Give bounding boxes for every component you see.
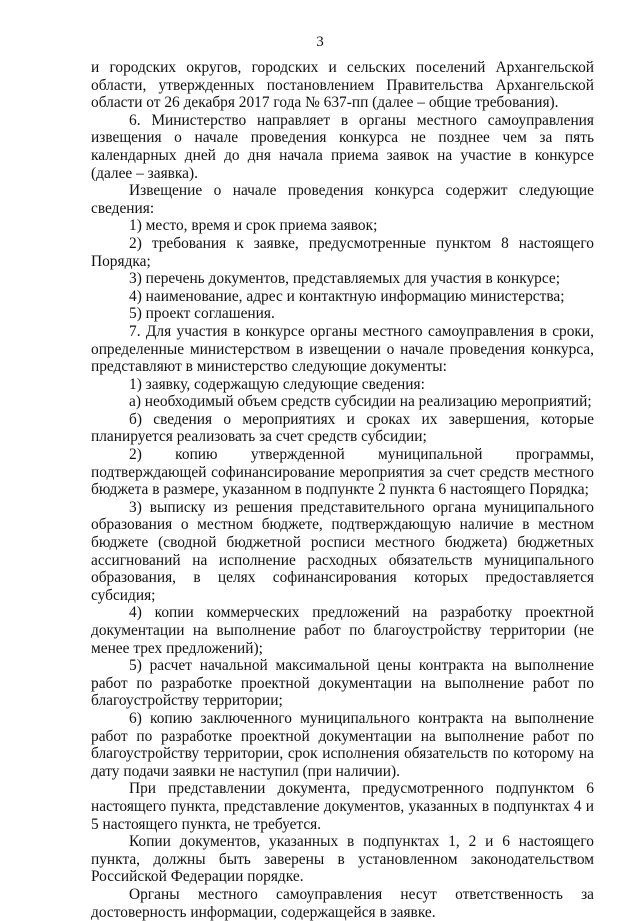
paragraph: 2) копию утвержденной муниципальной программы, подтверждающей софинансирование мероприятия за счет средств местного бюджета в размере, указанном в подпункте 2 пункта 6 настоящего Порядка; [91,446,594,499]
paragraph: и городских округов, городских и сельских поселений Архангельской области, утвержденных постановлением Правительства Архангельской области от 26 декабря 2017 года № 637-пп (далее – общие требования). [91,59,594,112]
paragraph: 4) копии коммерческих предложений на разработку проектной документации на выполнение работ по благоустройству территории (не менее трех предложений); [91,604,594,657]
paragraph: 2) требования к заявке, предусмотренные пунктом 8 настоящего Порядка; [91,234,594,270]
paragraph: 1) место, время и срок приема заявок; [129,217,378,235]
paragraph: 6) копию заключенного муниципального контракта на выполнение работ по разработке проектной документации на выполнение работ по благоустройству территории, срок исполнения обязательств по которому на дату подачи заявки не наступил (при наличии). [91,709,594,780]
paragraph: Копии документов, указанных в подпунктах 1, 2 и 6 настоящего пункта, должны быть заверены в установленном законодательством Российской Федерации порядке. [91,833,594,886]
paragraph: 4) наименование, адрес и контактную информацию министерства; [129,287,565,305]
page-number: 3 [316,34,324,50]
document-body [91,59,594,921]
paragraph: 1) заявку, содержащую следующие сведения: [129,375,425,393]
paragraph: 3) перечень документов, представляемых для участия в конкурсе; [129,270,561,288]
paragraph: 6. Министерство направляет в органы местного самоуправления извещения о начале проведения конкурса не позднее чем за пять календарных дней до дня начала приема заявок на участие в конкурсе (далее – заявка). [91,111,594,182]
paragraph: 7. Для участия в конкурсе органы местного самоуправления в сроки, определенные министерством в извещении о начале проведения конкурса, представляют в министерство следующие документы: [91,322,594,376]
paragraph: Извещение о начале проведения конкурса содержит следующие сведения: [91,182,594,217]
paragraph: 5) расчет начальной максимальной цены контракта на выполнение работ по разработке проектной документации на выполнение работ по благоустройству территории; [91,657,594,710]
paragraph: а) необходимый объем средств субсидии на реализацию мероприятий; [129,393,592,411]
paragraph: При представлении документа, предусмотренного подпунктом 6 настоящего пункта, представление документов, указанных в подпунктах 4 и 5 настоящего пункта, не требуется. [91,780,594,833]
paragraph: 3) выписку из решения представительного органа муниципального образования о местном бюджете, подтверждающую наличие в местном бюджете (сводной бюджетной росписи местного бюджета) бюджетных ассигнований на исполнение расходных обязательств муниципального образования, в целях софинансирования которых предоставляется субсидия; [91,498,594,604]
paragraph: 5) проект соглашения. [129,305,275,323]
paragraph: Органы местного самоуправления несут ответственность за достоверность информации, содержащейся в заявке. [91,885,594,921]
paragraph: б) сведения о мероприятиях и сроках их завершения, которые планируется реализовать за счет средств субсидии; [91,410,594,446]
